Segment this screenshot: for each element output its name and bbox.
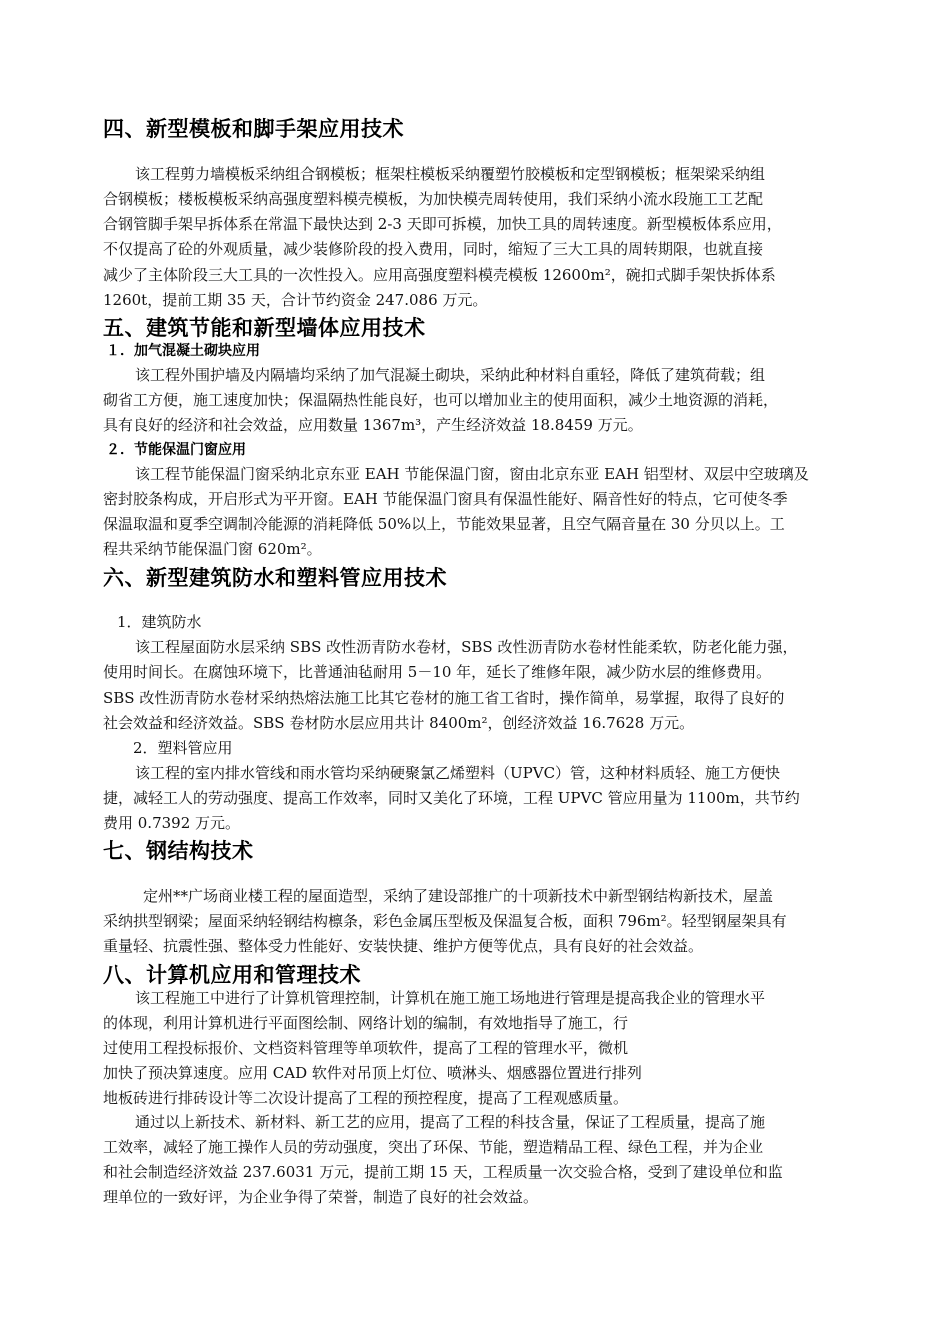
- paragraph-line: 使用时间长。在腐蚀环境下，比普通油毡耐用 5－10 年，延长了维修年限，减少防水层的维修费用。: [103, 663, 772, 681]
- paragraph-line: 程共采纳节能保温门窗 620m²。: [103, 540, 322, 558]
- summary-line: 和社会制造经济效益 237.6031 万元，提前工期 15 天，工程质量一次交验合格，受到了建设单位和监: [103, 1163, 783, 1181]
- paragraph-line: 捷，减轻工人的劳动强度、提高工作效率，同时又美化了环境，工程 UPVC 管应用量为 1100m，共节约: [103, 789, 800, 807]
- paragraph-line: 不仅提高了砼的外观质量，减少装修阶段的投入费用，同时，缩短了三大工具的周转期限，也就直接: [103, 240, 764, 258]
- paragraph-line: 具有良好的经济和社会效益，应用数量 1367m³，产生经济效益 18.8459 万元。: [103, 416, 643, 434]
- paragraph-line: 的体现，利用计算机进行平面图绘制、网络计划的编制，有效地指导了施工，行: [103, 1014, 629, 1032]
- paragraph-line: 该工程屋面防水层采纳 SBS 改性沥青防水卷材，SBS 改性沥青防水卷材性能柔软，防老化能力强，: [135, 638, 798, 656]
- paragraph-line: 砌省工方便，施工速度加快；保温隔热性能良好，也可以增加业主的使用面积，减少土地资源的消耗，: [103, 391, 779, 409]
- paragraph-line: 密封胶条构成，开启形式为平开窗。EAH 节能保温门窗具有保温性能好、隔音性好的特点，它可使冬季: [103, 490, 788, 508]
- paragraph-line: 采纳拱型钢梁；屋面采纳轻钢结构檩条，彩色金属压型板及保温复合板，面积 796m²。轻型钢屋架具有: [103, 912, 787, 930]
- section-5-title: 五、建筑节能和新型墙体应用技术: [103, 316, 426, 340]
- subsection-title: 1．建筑防水: [117, 613, 202, 631]
- paragraph-line: 合钢管脚手架早拆体系在常温下最快达到 2-3 天即可拆模，加快工具的周转速度。新型模板体系应用，: [103, 215, 782, 233]
- paragraph-line: 过使用工程投标报价、文档资料管理等单项软件，提高了工程的管理水平，微机: [103, 1039, 629, 1057]
- subsection-title: １．加气混凝土砌块应用: [106, 343, 260, 359]
- paragraph-line: 地板砖进行排砖设计等二次设计提高了工程的预控程度，提高了工程观感质量。: [103, 1089, 629, 1107]
- paragraph-line: 1260t，提前工期 35 天，合计节约资金 247.086 万元。: [103, 291, 488, 309]
- paragraph-line: 该工程节能保温门窗采纳北京东亚 EAH 节能保温门窗，窗由北京东亚 EAH 铝型材、双层中空玻璃及: [135, 465, 809, 483]
- section-6-title: 六、新型建筑防水和塑料管应用技术: [103, 566, 447, 590]
- section-7-title: 七、钢结构技术: [103, 839, 254, 863]
- paragraph-line: 保温取温和夏季空调制冷能源的消耗降低 50%以上，节能效果显著，且空气隔音量在 30 分贝以上。工: [103, 515, 785, 533]
- paragraph-line: 加快了预决算速度。应用 CAD 软件对吊顶上灯位、喷淋头、烟感器位置进行排列: [103, 1064, 642, 1082]
- paragraph-line: 减少了主体阶段三大工具的一次性投入。应用高强度塑料模壳模板 12600m²，碗扣式脚手架快拆体系: [103, 266, 776, 284]
- section-4-title: 四、新型模板和脚手架应用技术: [103, 117, 404, 141]
- paragraph-line: 该工程外围护墙及内隔墙均采纳了加气混凝土砌块，采纳此种材料自重轻，降低了建筑荷载；组: [135, 366, 766, 384]
- paragraph-line: 该工程的室内排水管线和雨水管均采纳硬聚氯乙烯塑料（UPVC）管，这种材料质轻、施工方便快: [135, 764, 781, 782]
- subsection-title: 2．塑料管应用: [133, 739, 233, 757]
- paragraph-line: 该工程剪力墙模板采纳组合钢模板；框架柱模板采纳覆塑竹胶模板和定型钢模板；框架梁采纳组: [135, 165, 766, 183]
- section-8-title: 八、计算机应用和管理技术: [103, 963, 361, 987]
- paragraph-line: 定州**广场商业楼工程的屋面造型，采纳了建设部推广的十项新技术中新型钢结构新技术，屋盖: [143, 887, 774, 905]
- subsection-title: ２．节能保温门窗应用: [106, 442, 246, 458]
- paragraph-line: 合钢模板；楼板模板采纳高强度塑料模壳模板，为加快模壳周转使用，我们采纳小流水段施工工艺配: [103, 190, 764, 208]
- paragraph-line: 该工程施工中进行了计算机管理控制，计算机在施工施工场地进行管理是提高我企业的管理水平: [135, 989, 766, 1007]
- summary-line: 通过以上新技术、新材料、新工艺的应用，提高了工程的科技含量，保证了工程质量，提高了施: [135, 1113, 766, 1131]
- paragraph-line: 社会效益和经济效益。SBS 卷材防水层应用共计 8400m²，创经济效益 16.7628 万元。: [103, 714, 695, 732]
- summary-line: 理单位的一致好评，为企业争得了荣誉，制造了良好的社会效益。: [103, 1188, 539, 1206]
- paragraph-line: SBS 改性沥青防水卷材采纳热熔法施工比其它卷材的施工省工省时，操作简单，易掌握，取得了良好的: [103, 689, 785, 707]
- paragraph-line: 费用 0.7392 万元。: [103, 814, 241, 832]
- paragraph-line: 重量轻、抗震性强、整体受力性能好、安装快捷、维护方便等优点，具有良好的社会效益。: [103, 937, 704, 955]
- summary-line: 工效率，减轻了施工操作人员的劳动强度，突出了环保、节能，塑造精品工程、绿色工程，并为企业: [103, 1138, 764, 1156]
